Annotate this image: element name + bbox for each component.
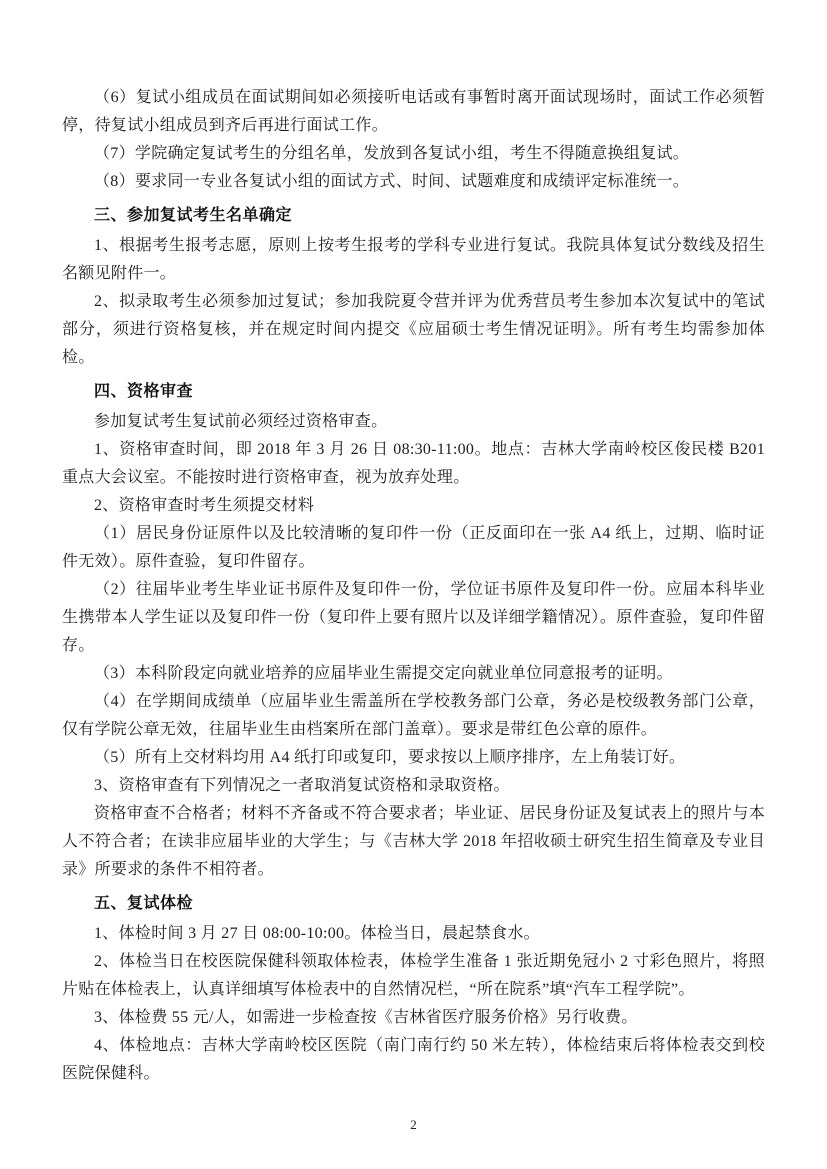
paragraph: （2）往届毕业考生毕业证书原件及复印件一份，学位证书原件及复印件一份。应届本科毕业生携带本人学生证以及复印件一份（复印件上要有照片以及详细学籍情况）。原件查验，复印件留存。 <box>62 581 765 654</box>
paragraph: 资格审查不合格者；材料不齐备或不符合要求者；毕业证、居民身份证及复试表上的照片与本人不符合者；在读非应届毕业的大学生；与《吉林大学 2018 年招收硕士研究生招生简章及专业目录》所要求的条件不相符者。 <box>62 805 765 878</box>
page-number: 2 <box>410 1117 417 1132</box>
paragraph: （4）在学期间成绩单（应届毕业生需盖所在学校教务部门公章，务必是校级教务部门公章，仅有学院公章无效，往届毕业生由档案所在部门盖章）。要求是带红色公章的原件。 <box>62 693 765 738</box>
document-body <box>62 84 765 1088</box>
paragraph: （6）复试小组成员在面试期间如必须接听电话或有事暂时离开面试现场时，面试工作必须暂停，待复试小组成员到齐后再进行面试工作。 <box>62 89 765 134</box>
section-heading-3: 三、参加复试考生名单确定 <box>94 207 293 224</box>
paragraph: 2、体检当日在校医院保健科领取体检表，体检学生准备 1 张近期免冠小 2 寸彩色照片，将照片贴在体检表上，认真详细填写体检表中的自然情况栏，“所在院系”填“汽车工程学院”。 <box>62 953 765 998</box>
paragraph: （8）要求同一专业各复试小组的面试方式、时间、试题难度和成绩评定标准统一。 <box>94 173 690 190</box>
paragraph: 3、资格审查有下列情况之一者取消复试资格和录取资格。 <box>94 777 510 794</box>
paragraph: 1、体检时间 3 月 27 日 08:00-10:00。体检当日，晨起禁食水。 <box>94 925 540 942</box>
paragraph: （1）居民身份证原件以及比较清晰的复印件一份（正反面印在一张 A4 纸上，过期、临时证件无效）。原件查验，复印件留存。 <box>62 525 765 570</box>
paragraph: 4、体检地点：吉林大学南岭校区医院（南门南行约 50 米左转），体检结束后将体检表交到校医院保健科。 <box>62 1037 765 1082</box>
paragraph: 1、资格审查时间，即 2018 年 3 月 26 日 08:30-11:00。地点：吉林大学南岭校区俊民楼 B201 重点大会议室。不能按时进行资格审查，视为放弃处理。 <box>62 441 765 486</box>
paragraph: （3）本科阶段定向就业培养的应届毕业生需提交定向就业单位同意报考的证明。 <box>94 665 673 682</box>
section-heading-5: 五、复试体检 <box>94 895 194 912</box>
paragraph: 2、资格审查时考生须提交材料 <box>94 497 315 514</box>
section-heading-4: 四、资格审查 <box>94 383 194 400</box>
paragraph: （5）所有上交材料均用 A4 纸打印或复印，要求按以上顺序排序，左上角装订好。 <box>94 749 686 766</box>
paragraph: 参加复试考生复试前必须经过资格审查。 <box>94 413 388 430</box>
paragraph: （7）学院确定复试考生的分组名单，发放到各复试小组，考生不得随意换组复试。 <box>94 145 690 162</box>
paragraph: 3、体检费 55 元/人，如需进一步检查按《吉林省医疗服务价格》另行收费。 <box>94 1009 638 1026</box>
paragraph: 2、拟录取考生必须参加过复试；参加我院夏令营并评为优秀营员考生参加本次复试中的笔试部分，须进行资格复核，并在规定时间内提交《应届硕士考生情况证明》。所有考生均需参加体检。 <box>62 293 765 366</box>
paragraph: 1、根据考生报考志愿，原则上按考生报考的学科专业进行复试。我院具体复试分数线及招生名额见附件一。 <box>62 237 765 282</box>
